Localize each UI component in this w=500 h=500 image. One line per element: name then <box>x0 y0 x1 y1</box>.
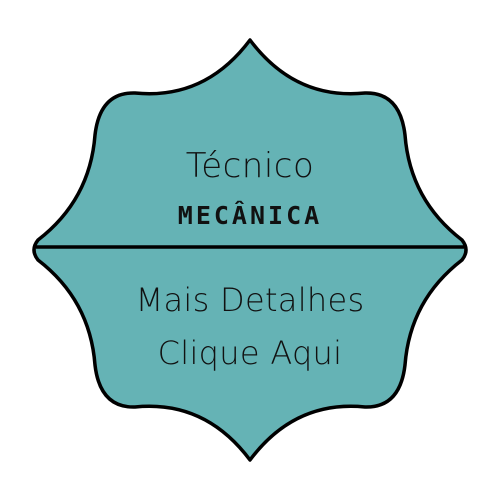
badge-title: Técnico <box>185 146 315 186</box>
details-link[interactable]: Mais Detalhes <box>135 281 365 319</box>
badge-subtitle: MECÂNICA <box>177 201 323 230</box>
click-here-link[interactable]: Clique Aqui <box>157 334 343 372</box>
